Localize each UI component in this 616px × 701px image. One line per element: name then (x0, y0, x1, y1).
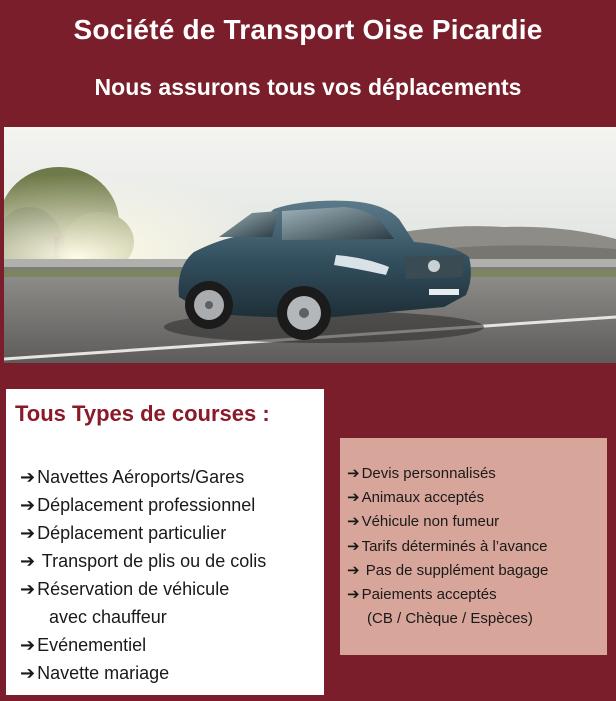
services-list (20, 463, 266, 687)
features-list (347, 462, 548, 631)
page-subtitle: Nous assurons tous vos déplacements (94, 74, 522, 100)
list-item: ➔ Evénementiel (20, 635, 147, 655)
list-item: ➔ Paiements acceptés (CB / Chèque / Espèces) (347, 583, 548, 631)
services-box (6, 389, 324, 695)
list-item-continuation: avec chauffeur (49, 607, 167, 627)
right-arrow-icon: ➔ (347, 537, 360, 555)
right-arrow-icon: ➔ (20, 551, 36, 571)
right-arrow-icon: ➔ (20, 523, 36, 543)
features-box (340, 438, 607, 655)
right-arrow-icon: ➔ (347, 586, 360, 604)
list-item: ➔ Déplacement professionnel (20, 495, 256, 515)
car-photo (4, 127, 616, 363)
right-arrow-icon: ➔ (20, 663, 36, 683)
list-item: ➔ Animaux acceptés (347, 489, 485, 507)
list-item: ➔ Transport de plis ou de colis (20, 551, 267, 571)
list-item: ➔ Réservation de véhicule avec chauffeur (20, 575, 266, 631)
page-title: Société de Transport Oise Picardie (73, 14, 543, 45)
right-arrow-icon: ➔ (347, 465, 360, 482)
list-item: ➔ Devis personnalisés (347, 465, 496, 482)
list-item: ➔ Déplacement particulier (20, 523, 227, 543)
services-heading: Tous Types de courses : (15, 401, 270, 426)
list-item: ➔ Navette mariage (20, 663, 170, 683)
right-arrow-icon: ➔ (20, 495, 36, 515)
list-item: ➔ Pas de supplément bagage (347, 561, 549, 579)
list-item: ➔ Navettes Aéroports/Gares (20, 467, 245, 487)
right-arrow-icon: ➔ (20, 635, 36, 655)
list-item-continuation: (CB / Chèque / Espèces) (367, 610, 533, 628)
right-arrow-icon: ➔ (20, 579, 36, 599)
right-arrow-icon: ➔ (347, 489, 360, 507)
right-arrow-icon: ➔ (347, 513, 360, 531)
list-item: ➔ Tarifs déterminés à l’avance (347, 537, 548, 555)
list-item: ➔ Véhicule non fumeur (347, 513, 500, 531)
right-arrow-icon: ➔ (347, 561, 360, 579)
right-arrow-icon: ➔ (20, 467, 36, 487)
